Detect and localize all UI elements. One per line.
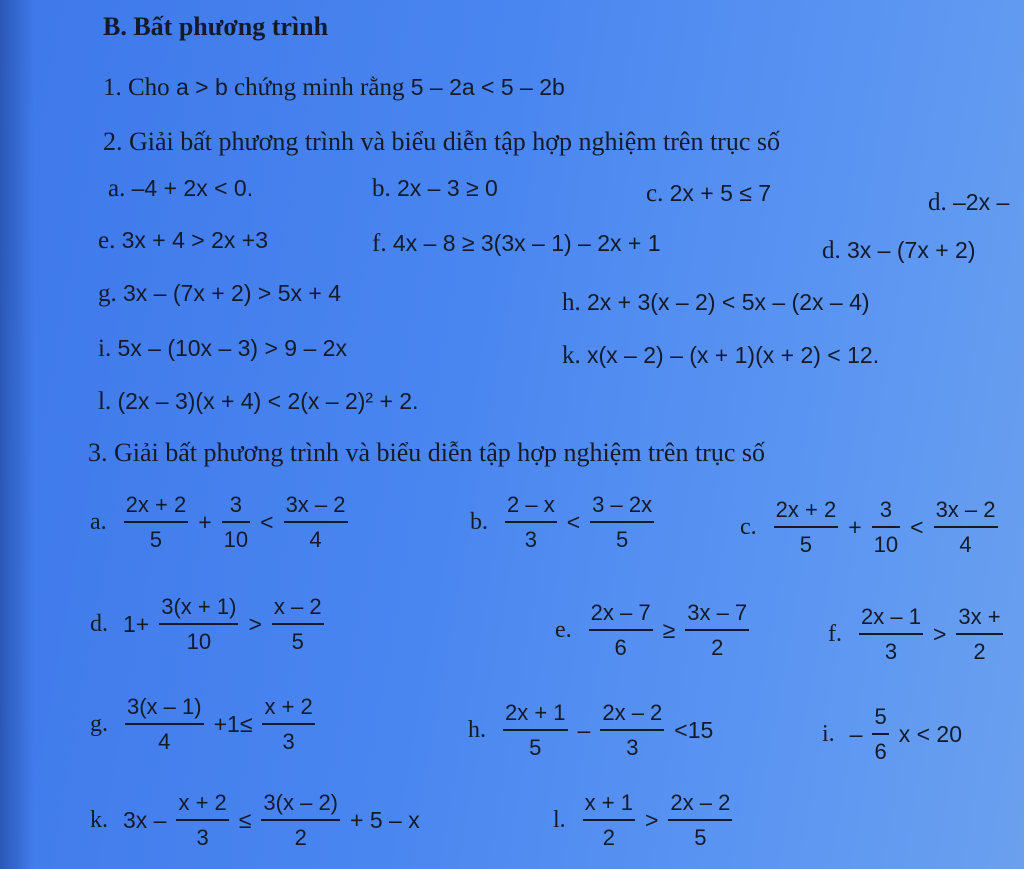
numerator: 3x – 2 — [284, 492, 348, 523]
math-text: < — [910, 514, 924, 540]
numerator: 3(x + 1) — [159, 594, 238, 625]
denominator: 3 — [524, 527, 537, 552]
math-text: 3x + 4 > 2x +3 — [121, 227, 269, 253]
math-text: k. — [562, 342, 581, 369]
math-text: 2x – 3 ≥ 0 — [397, 175, 498, 201]
p2-item-g — [98, 278, 341, 309]
math-text: a. — [108, 175, 126, 202]
p2-item-i — [98, 333, 347, 364]
math-text: 3x – — [123, 807, 167, 833]
math-text: –2x – — [953, 189, 1010, 215]
math-text: ≤ — [238, 807, 252, 833]
p3-item-c — [740, 497, 1001, 558]
fraction — [934, 497, 998, 558]
p3-item-i — [822, 704, 963, 765]
p2-item-h — [562, 287, 870, 318]
denominator: 6 — [614, 635, 627, 660]
math-text: h. — [468, 717, 486, 743]
math-text: d. — [90, 611, 108, 637]
denominator: 2 — [294, 825, 307, 850]
fraction — [125, 694, 204, 755]
numerator: 2 – x — [505, 492, 557, 523]
math-text: + — [198, 509, 212, 535]
fraction — [872, 704, 888, 765]
problem-2-title: 2. Giải bất phương trình và biểu diễn tập hợp nghiệm trên trục số — [103, 127, 781, 156]
p2-item-f — [372, 228, 661, 259]
math-text: 2x + 5 ≤ 7 — [669, 180, 772, 206]
math-text: x(x – 2) – (x + 1)(x + 2) < 12. — [587, 342, 880, 368]
math-text: x < 20 — [898, 721, 963, 747]
numerator: 3(x – 1) — [125, 694, 204, 725]
math-text: > — [644, 807, 659, 833]
fraction — [685, 600, 749, 661]
math-text: k. — [90, 807, 108, 833]
math-text: f. — [372, 230, 387, 257]
math-text: d. — [928, 189, 947, 216]
fraction — [600, 700, 664, 761]
screen-edge — [0, 0, 34, 869]
p3-item-a — [90, 492, 351, 553]
p2-item-e — [98, 225, 268, 256]
math-text: –4 + 2x < 0. — [131, 175, 254, 201]
math-text: e. — [555, 617, 572, 643]
math-text: l. — [553, 807, 566, 833]
math-text: e. — [98, 227, 116, 254]
math-text: b. — [470, 509, 488, 535]
denominator: 3 — [282, 729, 295, 754]
p2-item-b — [372, 173, 498, 204]
fraction — [272, 594, 324, 655]
numerator: 2x – 2 — [668, 790, 732, 821]
p3-item-l — [553, 790, 735, 851]
math-text: h. — [562, 289, 581, 316]
p2-item-a — [108, 173, 253, 204]
math-text: 3x – (7x + 2) > 5x + 4 — [123, 280, 341, 306]
fraction — [589, 600, 653, 661]
numerator: 3 – 2x — [590, 492, 654, 523]
denominator: 5 — [799, 532, 813, 557]
fraction — [505, 492, 557, 553]
denominator: 3 — [884, 639, 898, 664]
denominator: 2 — [602, 825, 615, 850]
p1-text: chứng minh rằng — [233, 74, 405, 101]
math-text: f. — [828, 621, 842, 647]
p3-item-b — [470, 492, 657, 553]
denominator: 2 — [973, 639, 986, 664]
p1-math-claim: 5 – 2a < 5 – 2b — [410, 74, 565, 100]
denominator: 10 — [186, 629, 212, 654]
math-text: ≥ — [662, 617, 676, 643]
numerator: 5 — [872, 704, 888, 735]
fraction — [774, 497, 839, 558]
p3-item-g — [90, 694, 318, 755]
math-text: > — [248, 611, 262, 637]
p2-item-l — [98, 386, 419, 417]
denominator: 6 — [874, 739, 887, 764]
denominator: 5 — [149, 527, 163, 552]
math-text: <15 — [674, 717, 714, 743]
math-text: b. — [372, 175, 391, 202]
p1-math-condition: a > b — [175, 74, 228, 100]
denominator: 3 — [196, 825, 209, 850]
numerator: x + 2 — [176, 790, 228, 821]
fraction — [262, 694, 314, 755]
denominator: 5 — [615, 527, 629, 552]
denominator: 5 — [694, 825, 707, 850]
numerator: 3x – 2 — [934, 497, 998, 528]
math-text: – — [849, 721, 863, 747]
p2-item-d2 — [822, 235, 975, 266]
denominator: 5 — [291, 629, 304, 654]
math-text: l. — [98, 388, 112, 415]
math-text: c. — [740, 514, 757, 540]
numerator: 3 — [872, 497, 900, 528]
numerator: 2x + 1 — [503, 700, 568, 731]
math-text: + 5 – x — [350, 807, 420, 833]
numerator: 3x + — [956, 604, 1002, 635]
p2-item-c — [646, 178, 771, 209]
math-text: 4x – 8 ≥ 3(3x – 1) – 2x + 1 — [392, 230, 661, 256]
math-text: > — [932, 621, 947, 647]
fraction — [872, 497, 900, 558]
numerator: x + 1 — [583, 790, 635, 821]
numerator: 2x – 7 — [589, 600, 653, 631]
math-text: a. — [90, 509, 107, 535]
fraction — [284, 492, 348, 553]
math-text: 3x – (7x + 2) — [847, 237, 976, 263]
math-text: 2x + 3(x – 2) < 5x – (2x – 4) — [587, 289, 870, 315]
numerator: 2x + 2 — [124, 492, 189, 523]
math-text: < — [566, 509, 581, 535]
math-text: < — [260, 509, 274, 535]
p2-item-d — [928, 187, 1009, 218]
math-text: g. — [98, 280, 117, 307]
denominator: 10 — [223, 527, 249, 552]
math-text: i. — [822, 721, 835, 747]
numerator: 2x + 2 — [774, 497, 839, 528]
math-text: g. — [90, 711, 108, 737]
denominator: 4 — [309, 527, 322, 552]
denominator: 10 — [873, 532, 899, 557]
problem-1 — [103, 72, 565, 103]
fraction — [176, 790, 228, 851]
fraction — [503, 700, 568, 761]
p3-item-f — [828, 604, 1006, 665]
math-text: +1≤ — [213, 711, 253, 737]
numerator: 2x – 2 — [600, 700, 664, 731]
math-text: (2x – 3)(x + 4) < 2(x – 2)² + 2. — [117, 388, 419, 414]
fraction — [261, 790, 340, 851]
numerator: 3 — [222, 492, 250, 523]
fraction — [590, 492, 654, 553]
numerator: x – 2 — [272, 594, 324, 625]
fraction — [956, 604, 1002, 665]
denominator: 5 — [529, 735, 542, 760]
p3-item-d — [90, 594, 327, 655]
p3-item-e — [555, 600, 752, 661]
denominator: 2 — [711, 635, 724, 660]
fraction — [583, 790, 635, 851]
p3-item-k — [90, 790, 421, 851]
denominator: 4 — [158, 729, 171, 754]
fraction — [159, 594, 238, 655]
numerator: 3x – 7 — [685, 600, 749, 631]
fraction — [859, 604, 923, 665]
math-text: 5x – (10x – 3) > 9 – 2x — [117, 335, 347, 361]
numerator: x + 2 — [262, 694, 314, 725]
denominator: 3 — [626, 735, 639, 760]
fraction — [222, 492, 250, 553]
math-text: d. — [822, 237, 841, 264]
problem-3-title: 3. Giải bất phương trình và biểu diễn tập hợp nghiệm trên trục số — [88, 438, 766, 467]
math-text: i. — [98, 335, 112, 362]
p2-item-k — [562, 340, 879, 371]
p1-lead: 1. Cho — [103, 74, 170, 101]
numerator: 3(x – 2) — [261, 790, 340, 821]
denominator: 4 — [959, 532, 972, 557]
fraction — [668, 790, 732, 851]
fraction — [124, 492, 189, 553]
section-heading: B. Bất phương trình — [103, 12, 329, 41]
math-text: c. — [646, 180, 664, 207]
math-text: + — [848, 514, 862, 540]
p3-item-h — [468, 700, 714, 761]
math-text: 1+ — [123, 611, 150, 637]
math-text: – — [577, 717, 591, 743]
numerator: 2x – 1 — [859, 604, 923, 635]
